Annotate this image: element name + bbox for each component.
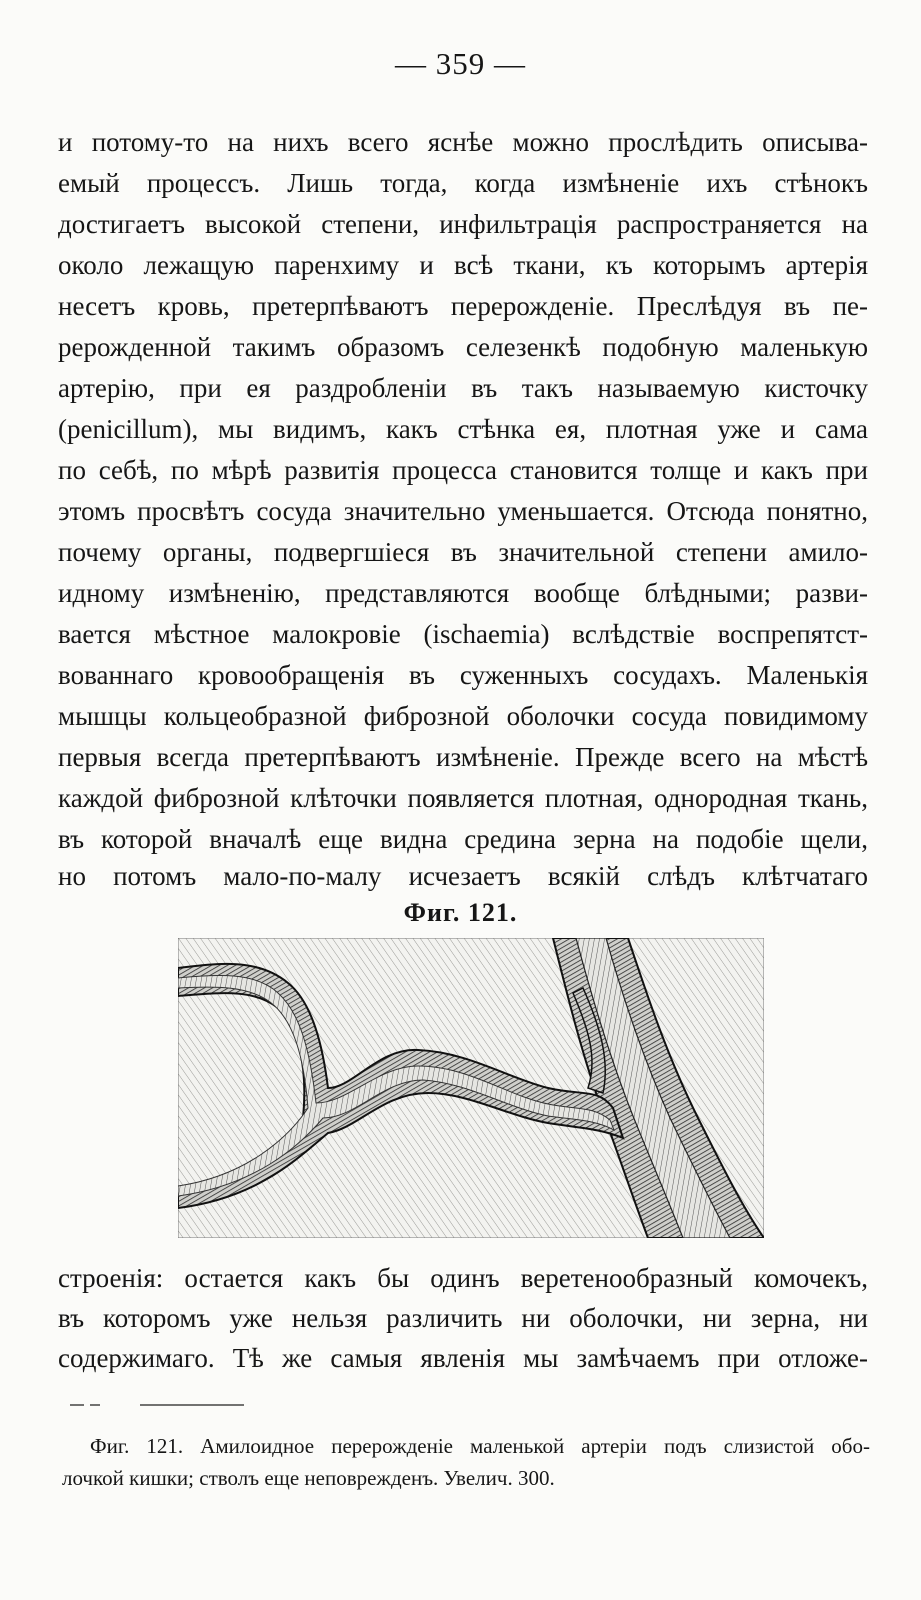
- text-line: въ которой вначалѣ еще видна средина зерна на подобіе щели,: [58, 824, 868, 854]
- footnote-line: Фиг. 121. Амилоидное перерожденіе маленькой артеріи подъ слизистой обо-: [90, 1434, 870, 1458]
- text-line: каждой фиброзной клѣточки появляется плотная, однородная ткань,: [58, 783, 868, 813]
- text-line: мышцы кольцеобразной фиброзной оболочки сосуда повидимому: [58, 701, 868, 731]
- text-line: въ которомъ уже нельзя различить ни оболочки, ни зерна, ни: [58, 1303, 868, 1333]
- text-line: около лежащую паренхиму и всѣ ткани, къ которымъ артерія: [58, 250, 868, 280]
- text-line: (penicillum), мы видимъ, какъ стѣнка ея, плотная уже и сама: [58, 414, 868, 444]
- text-line: емый процессъ. Лишь тогда, когда измѣненіе ихъ стѣнокъ: [58, 168, 868, 198]
- text-line: артерію, при ея раздробленіи въ такъ называемую кисточку: [58, 373, 868, 403]
- text-line: строенія: остается какъ бы одинъ веретенообразный комочекъ,: [58, 1263, 868, 1293]
- text-line: рерожденной такимъ образомъ селезенкѣ подобную маленькую: [58, 332, 868, 362]
- figure-artery-illustration: [178, 938, 764, 1238]
- text-line: но потомъ мало-по-малу исчезаетъ всякій слѣдъ клѣтчатаго: [58, 861, 868, 891]
- footnote-line: лочкой кишки; стволъ еще неповрежденъ. Увелич. 300.: [62, 1466, 555, 1490]
- text-line: первыя всегда претерпѣваютъ измѣненіе. Прежде всего на мѣстѣ: [58, 742, 868, 772]
- footnote-rule: [70, 1404, 250, 1406]
- text-line: и потому-то на нихъ всего яснѣе можно прослѣдить описыва-: [58, 127, 868, 157]
- text-line: вается мѣстное малокровіе (ischaemia) вслѣдствіе воспрепятст-: [58, 619, 868, 649]
- text-line: содержимаго. Тѣ же самыя явленія мы замѣчаемъ при отложе-: [58, 1343, 868, 1373]
- text-line: вованнаго кровообращенія въ суженныхъ сосудахъ. Маленькія: [58, 660, 868, 690]
- figure-label: Фиг. 121.: [403, 898, 518, 927]
- text-line: достигаетъ высокой степени, инфильтрація распространяется на: [58, 209, 868, 239]
- text-line: идному измѣненію, представляются вообще блѣдными; разви-: [58, 578, 868, 608]
- text-line: по себѣ, по мѣрѣ развитія процесса становится толще и какъ при: [58, 455, 868, 485]
- page-number: — 359 —: [395, 46, 526, 81]
- text-line: почему органы, подвергшіеся въ значительной степени амило-: [58, 537, 868, 567]
- text-line: несетъ кровь, претерпѣваютъ перерожденіе. Преслѣдуя въ пе-: [58, 291, 868, 321]
- text-line: этомъ просвѣтъ сосуда значительно уменьшается. Отсюда понятно,: [58, 496, 868, 526]
